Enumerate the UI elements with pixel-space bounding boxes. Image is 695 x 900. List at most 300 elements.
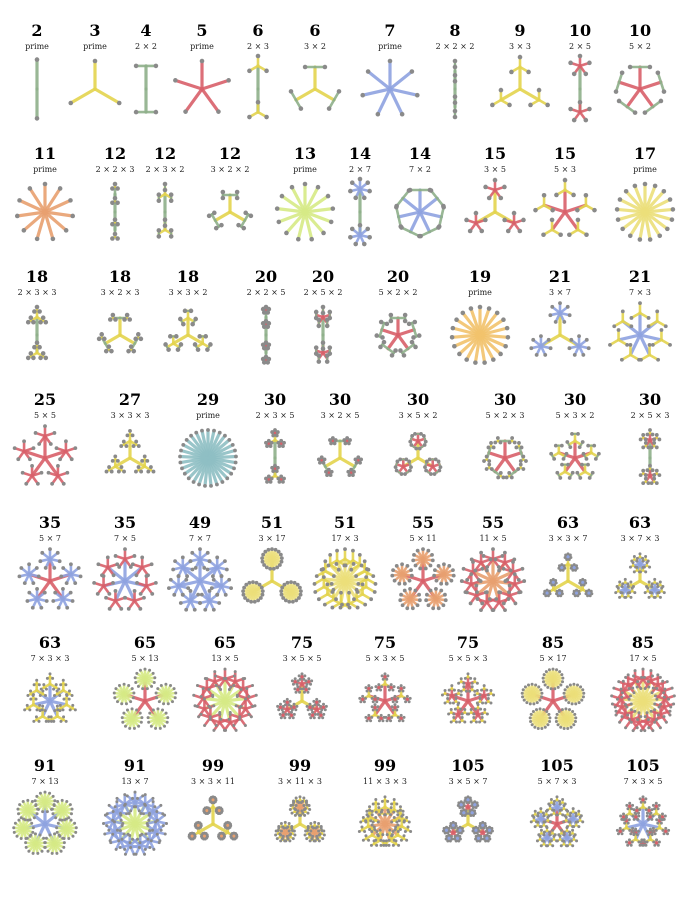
leaf-node [313,821,316,824]
leaf-node [413,345,418,350]
leaf-node [568,558,571,561]
factor-tree-figure [265,789,335,859]
factorization-label: 13 × 5 [211,654,239,663]
leaf-node [439,589,443,593]
factorization-label: 3 × 5 × 2 [398,411,438,420]
leaf-node [93,59,98,64]
leaf-node [119,812,122,815]
number-label: 10 [628,21,652,40]
leaf-node [303,674,306,677]
leaf-node [570,432,574,436]
leaf-node [663,688,666,691]
leaf-node [133,727,136,730]
leaf-node [157,234,162,239]
leaf-node [35,116,40,121]
leaf-node [162,824,165,827]
leaf-node [223,677,226,680]
factor-edge [505,458,515,472]
leaf-node [633,591,636,594]
leaf-node [375,700,378,703]
leaf-node [400,714,403,717]
leaf-node [571,710,574,713]
number-cell [363,268,433,388]
factor-edge [325,458,340,467]
number-cell [288,268,358,388]
leaf-node [96,592,100,596]
leaf-node [403,589,407,593]
number-label: 21 [548,267,572,286]
leaf-node [610,694,613,697]
leaf-node [667,698,670,701]
leaf-node [644,715,647,718]
leaf-node [169,198,174,203]
leaf-node [436,225,441,230]
leaf-node [114,589,118,593]
leaf-node [481,713,484,716]
leaf-node [493,441,497,445]
leaf-node [154,64,159,69]
leaf-node [374,695,377,698]
leaf-node [545,710,548,713]
leaf-node [200,695,203,698]
leaf-node [219,688,222,691]
leaf-node [639,473,643,477]
leaf-node [620,696,623,699]
leaf-node [135,672,138,675]
leaf-node [151,829,154,832]
leaf-node [471,685,474,688]
leaf-node [570,567,573,570]
leaf-node [63,841,66,844]
leaf-node [587,107,592,112]
leaf-node [291,708,294,711]
leaf-node [32,826,35,829]
factorization-label: 5 × 2 × 3 [485,411,525,420]
leaf-node [452,344,457,349]
leaf-node [351,473,355,477]
leaf-node [325,318,330,323]
leaf-node [636,557,639,560]
leaf-node [187,476,191,480]
leaf-node [29,351,34,356]
number-label: 4 [140,21,152,40]
leaf-node [591,471,595,475]
leaf-node [123,793,126,796]
leaf-node [56,464,60,468]
leaf-node [489,702,492,705]
leaf-node [23,581,27,585]
leaf-node [401,719,404,722]
leaf-node [641,446,645,450]
leaf-node [460,690,463,693]
leaf-node [49,672,52,675]
leaf-node [177,574,181,578]
leaf-node [275,830,278,833]
factorization-label: prime [190,42,214,51]
leaf-node [388,689,391,692]
leaf-node [608,343,612,347]
number-cell [470,391,540,511]
leaf-node [655,433,659,437]
leaf-node [23,708,26,711]
leaf-node [115,562,119,566]
leaf-node [283,716,286,719]
leaf-node [299,687,302,690]
leaf-node [458,721,461,724]
number-label: 6 [252,21,264,40]
factorization-label: 3 × 3 × 11 [191,777,235,786]
leaf-node [264,477,268,481]
number-cell [190,634,260,754]
leaf-node [107,465,111,469]
leaf-node [429,472,433,476]
leaf-node [28,708,31,711]
leaf-node [389,319,394,324]
leaf-node [473,690,476,693]
leaf-node [579,685,582,688]
number-cell [15,634,85,754]
number-cell [420,22,490,142]
leaf-node [414,589,418,593]
leaf-node [124,853,127,856]
leaf-node [531,723,534,726]
leaf-node [34,799,37,802]
leaf-node [371,574,375,578]
leaf-node [218,431,222,435]
leaf-node [418,447,422,451]
leaf-node [282,441,286,445]
leaf-node [668,714,671,717]
leaf-node [186,586,190,590]
factor-tree-figure [518,666,588,736]
leaf-node [453,59,458,64]
factor-tree-figure [305,423,375,493]
leaf-node [556,713,559,716]
leaf-node [483,708,486,711]
leaf-node [633,570,636,573]
leaf-node [296,685,299,688]
leaf-node [181,593,185,597]
leaf-node [235,729,238,732]
leaf-node [314,839,317,842]
leaf-node [109,839,112,842]
leaf-node [107,829,110,832]
factor-tree-figure [10,177,80,247]
leaf-node [641,560,644,563]
leaf-node [211,574,215,578]
leaf-node [112,573,116,577]
leaf-node [292,716,295,719]
leaf-node [321,716,324,719]
leaf-node [417,333,422,338]
factorization-label: 2 × 5 × 3 [630,411,670,420]
leaf-node [24,482,28,486]
leaf-node [648,581,651,584]
leaf-node [140,459,144,463]
factor-edge [501,89,520,100]
leaf-node [498,352,503,357]
leaf-node [501,476,505,480]
factor-edge [619,82,640,89]
leaf-node [41,689,44,692]
leaf-node [351,549,355,553]
leaf-node [207,214,212,219]
leaf-node [208,342,213,347]
leaf-node [167,586,171,590]
factorization-label: 3 × 5 [484,165,506,174]
leaf-node [581,440,585,444]
leaf-node [369,597,373,601]
leaf-node [256,54,261,59]
leaf-node [410,340,415,345]
leaf-node [62,698,65,701]
number-label: 30 [406,390,430,409]
leaf-node [126,433,130,437]
factor-tree-figure [525,300,595,370]
factor-edge [495,458,505,472]
leaf-node [26,356,31,361]
leaf-node [408,579,412,583]
leaf-node [227,578,231,582]
leaf-node [659,581,662,584]
leaf-node [32,694,35,697]
leaf-node [656,582,659,585]
leaf-node [517,590,521,594]
leaf-node [617,680,620,683]
leaf-node [43,182,48,187]
leaf-node [58,694,61,697]
leaf-node [247,69,252,74]
leaf-node [181,322,186,327]
factor-edge [403,198,420,212]
leaf-node [247,695,250,698]
factor-edge [579,472,585,476]
leaf-node [614,705,617,708]
leaf-node [150,725,153,728]
leaf-node [215,483,219,487]
leaf-node [113,232,118,237]
leaf-node [651,433,655,437]
leaf-node [121,716,124,719]
leaf-node [26,694,29,697]
leaf-node [261,593,265,597]
leaf-node [468,229,473,234]
factor-tree-figure [605,546,675,616]
leaf-node [280,822,283,825]
leaf-node [452,574,456,578]
leaf-node [506,229,511,234]
leaf-node [620,227,625,232]
leaf-node [636,726,639,729]
leaf-node [408,700,411,703]
leaf-node [621,582,624,585]
leaf-node [380,685,383,688]
leaf-node [555,716,558,719]
leaf-node [27,850,30,853]
number-cell [15,514,85,634]
factorization-label: 2 × 3 [247,42,269,51]
leaf-node [624,703,627,706]
leaf-node [62,846,65,849]
leaf-node [620,358,624,362]
leaf-node [204,807,207,810]
leaf-node [122,317,127,322]
leaf-node [162,702,165,705]
leaf-node [325,359,330,364]
leaf-node [74,831,77,834]
leaf-node [496,436,500,440]
leaf-node [50,720,53,723]
leaf-node [645,585,648,588]
leaf-node [393,703,396,706]
leaf-node [461,311,466,316]
leaf-node [317,359,322,364]
leaf-node [621,309,625,313]
leaf-node [379,320,384,325]
leaf-node [393,685,396,688]
factor-tree-figure [173,423,243,493]
leaf-node [403,686,406,689]
leaf-node [624,726,627,729]
factorization-label: 7 × 7 [189,534,211,543]
leaf-node [64,439,68,443]
number-cell [90,514,160,634]
leaf-node [348,189,353,194]
leaf-node [59,704,62,707]
leaf-node [649,591,652,594]
leaf-node [33,816,36,819]
leaf-node [592,444,596,448]
leaf-node [584,118,589,123]
leaf-node [327,345,332,350]
leaf-node [425,460,429,464]
leaf-node [223,559,227,563]
number-cell [433,634,503,754]
leaf-node [309,683,312,686]
leaf-node [566,463,570,467]
leaf-node [491,547,495,551]
leaf-node [288,839,291,842]
leaf-node [148,712,151,715]
leaf-node [483,684,486,687]
leaf-node [292,837,295,840]
leaf-node [522,579,526,583]
leaf-node [655,446,659,450]
leaf-node [348,438,352,442]
leaf-node [297,801,300,804]
leaf-node [490,103,495,108]
leaf-node [643,182,648,187]
leaf-node [406,695,409,698]
leaf-node [272,567,276,571]
leaf-node [325,353,330,358]
leaf-node [168,334,173,339]
leaf-node [100,573,104,577]
leaf-node [372,709,375,712]
leaf-node [663,715,666,718]
leaf-node [179,449,183,453]
leaf-node [406,564,410,568]
leaf-node [561,680,564,683]
leaf-node [323,834,326,837]
leaf-node [224,593,228,597]
leaf-node [555,720,558,723]
leaf-node [282,705,285,708]
leaf-node [14,822,17,825]
leaf-node [437,469,441,473]
leaf-node [280,830,283,833]
leaf-node [575,471,579,475]
leaf-node [60,819,63,822]
leaf-node [640,729,643,732]
leaf-node [632,674,635,677]
leaf-node [288,830,291,833]
leaf-node [165,822,168,825]
leaf-node [141,687,144,690]
leaf-node [550,218,555,223]
leaf-node [43,320,48,325]
leaf-node [668,197,673,202]
number-label: 51 [333,513,357,532]
leaf-node [30,464,34,468]
leaf-node [425,593,429,597]
leaf-node [634,566,637,569]
factorization-label: 3 × 2 [304,42,326,51]
leaf-node [575,208,580,213]
leaf-node [363,700,366,703]
leaf-node [393,348,398,353]
number-label: 13 [293,144,317,163]
leaf-node [247,581,251,585]
leaf-node [131,349,136,354]
leaf-node [564,688,567,691]
leaf-node [144,793,147,796]
leaf-node [17,198,22,203]
leaf-node [39,792,42,795]
leaf-node [104,349,109,354]
leaf-node [563,178,568,183]
leaf-node [41,810,44,813]
leaf-node [540,692,543,695]
leaf-node [115,800,118,803]
factorization-label: 2 × 3 × 2 [145,165,185,174]
leaf-node [196,593,200,597]
leaf-node [278,444,282,448]
leaf-node [286,581,290,585]
leaf-node [116,459,120,463]
leaf-node [127,833,130,836]
leaf-node [572,723,575,726]
leaf-node [578,54,583,59]
leaf-node [573,353,577,357]
leaf-node [148,814,151,817]
factor-tree-figure [388,546,458,616]
leaf-node [265,480,269,484]
leaf-node [566,305,570,309]
leaf-node [636,560,639,563]
leaf-node [437,606,441,610]
leaf-node [36,482,40,486]
leaf-node [558,710,561,713]
leaf-node [303,65,308,70]
leaf-node [356,582,360,586]
leaf-node [327,310,332,315]
leaf-node [190,551,194,555]
leaf-node [106,555,110,559]
leaf-node [450,684,453,687]
leaf-node [243,596,247,600]
leaf-node [346,470,350,474]
